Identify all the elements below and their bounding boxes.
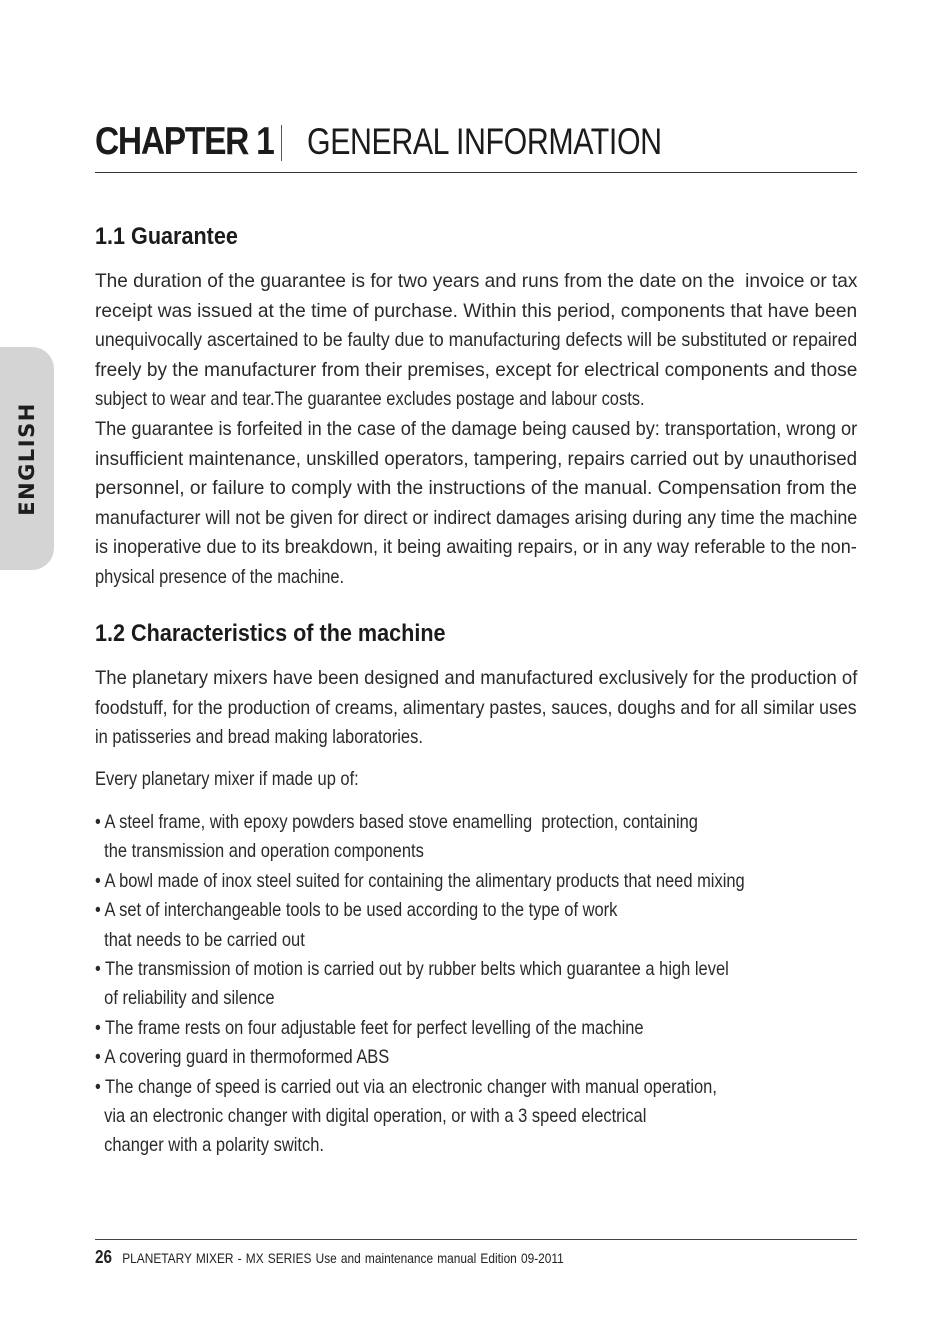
language-tab-label: ENGLISH [15,402,39,516]
characteristics-text-line: in patisseries and bread making laboratories. [95,726,423,749]
guarantee-text-line: subject to wear and tear.The guarantee excludes postage and labour costs. [95,388,645,411]
guarantee-text-line: insufficient maintenance, unskilled operators, tampering, repairs carried out by unauthorised [95,447,858,470]
section-heading-characteristics: 1.2 Characteristics of the machine [95,620,446,647]
chapter-header [95,118,857,173]
component-list-line: that needs to be carried out [95,928,305,951]
guarantee-text-line: The duration of the guarantee is for two years and runs from the date on the invoice or tax [95,270,858,292]
guarantee-text-line: unequivocally ascertained to be faulty due to manufacturing defects will be substituted or repaired [95,329,858,352]
footer-text: PLANETARY MIXER - MX SERIES Use and maintenance manual Edition 09-2011 [122,1250,564,1266]
component-list-line: of reliability and silence [95,987,275,1010]
guarantee-text-line: physical presence of the machine. [95,566,345,588]
chapter-number: CHAPTER 1 [95,120,274,163]
component-list-line: • A covering guard in thermoformed ABS [95,1046,390,1069]
chapter-title: GENERAL INFORMATION [307,121,662,162]
component-list-line: • A steel frame, with epoxy powders based stove enamelling protection, containing [95,811,698,833]
component-list-line: the transmission and operation components [95,840,424,863]
components-lead: Every planetary mixer if made up of: [95,768,359,790]
component-list-line: changer with a polarity switch. [95,1134,324,1157]
section-heading-guarantee: 1.1 Guarantee [95,223,238,250]
guarantee-text-line: manufacturer will not be given for direct or indirect damages arising during any time the machine [95,506,858,529]
page-number: 26 [95,1247,113,1267]
component-list-line: • The transmission of motion is carried out by rubber belts which guarantee a high level [95,958,729,980]
component-list-line: • A set of interchangeable tools to be used according to the type of work [95,899,618,922]
component-list-line: • The change of speed is carried out via an electronic changer with manual operation, [95,1075,717,1098]
guarantee-text-line: is inoperative due to its breakdown, it being awaiting repairs, or in any way referable to the non- [95,536,857,559]
characteristics-text-line: foodstuff, for the production of creams, alimentary pastes, sauces, doughs and for all similar uses [95,696,857,719]
guarantee-text-line: personnel, or failure to comply with the instructions of the manual. Compensation from the [95,477,857,500]
footer-rule [95,1239,857,1240]
guarantee-text-line: The guarantee is forfeited in the case of the damage being caused by: transportation, wrong or [95,418,858,440]
component-list-line: • The frame rests on four adjustable feet for perfect levelling of the machine [95,1016,644,1039]
guarantee-text-line: freely by the manufacturer from their premises, except for electrical components and those [95,358,858,381]
page-footer [95,1247,564,1268]
guarantee-text-line: receipt was issued at the time of purchase. Within this period, components that have been [95,299,858,322]
characteristics-text-line: The planetary mixers have been designed and manufactured exclusively for the production of [95,667,858,689]
component-list-line: • A bowl made of inox steel suited for containing the alimentary products that need mixing [95,869,745,892]
component-list-line: via an electronic changer with digital operation, or with a 3 speed electrical [95,1105,647,1127]
language-tab [0,347,54,570]
chapter-separator [281,125,282,161]
